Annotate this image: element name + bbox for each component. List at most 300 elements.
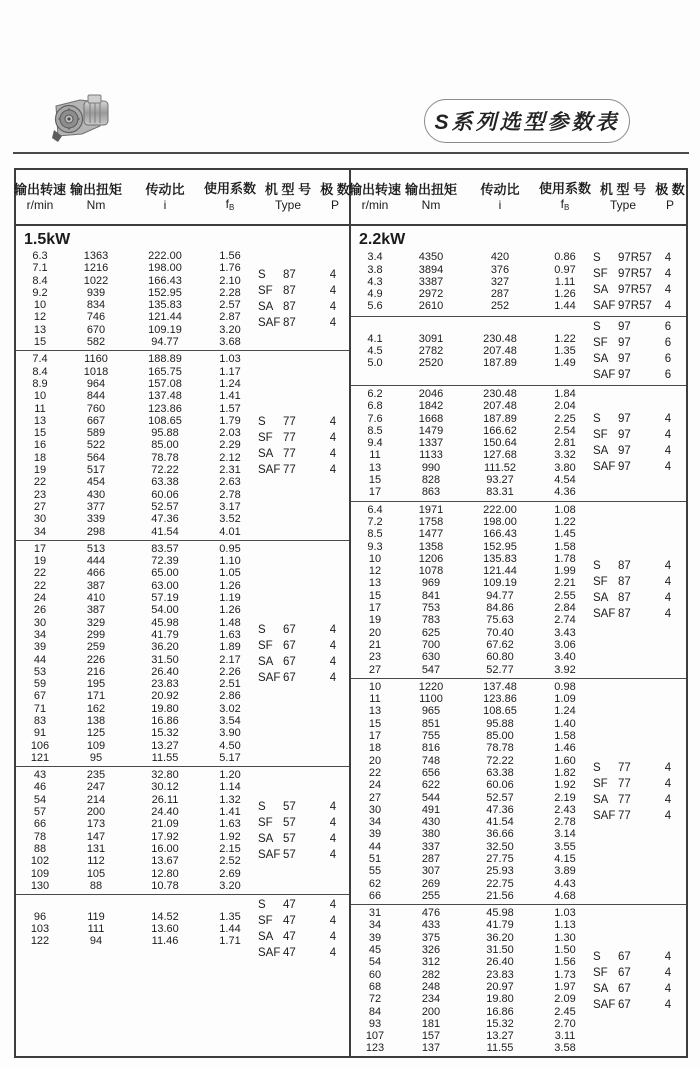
model-name <box>593 794 653 806</box>
output-speed-value: 8.4 <box>32 365 48 378</box>
service-factor-value: 1.10 <box>219 555 241 568</box>
model-name <box>258 817 318 829</box>
service-factor-value: 4.36 <box>554 486 576 499</box>
output-torque-value: 1363 <box>83 250 109 262</box>
output-torque-value: 248 <box>421 980 441 993</box>
service-factor-value: 3.11 <box>554 1030 576 1043</box>
output-speed-value: 66 <box>33 818 47 831</box>
output-speed-value: 17 <box>368 730 382 743</box>
ratio-value: 84.86 <box>486 602 514 615</box>
ratio-value: 26.11 <box>151 793 179 806</box>
model-size: 77 <box>618 761 631 774</box>
service-factor-value: 1.49 <box>554 357 576 370</box>
col-header-output-torque: 输出扭矩 Nm <box>404 182 457 212</box>
model-size: 97 <box>618 429 631 442</box>
power-rating-label: 1.5kW <box>24 231 71 248</box>
ratio-value: 108.65 <box>148 414 182 427</box>
model-row <box>258 315 349 331</box>
model-size: 97 <box>618 413 631 426</box>
col-header-poles: 极 数 P <box>655 182 685 212</box>
ratio-value: 14.52 <box>151 910 179 923</box>
ratio-value: 187.89 <box>483 412 517 425</box>
output-speed-value: 12 <box>368 565 382 578</box>
ratio-value: 287 <box>490 288 510 301</box>
output-speed-value: 15 <box>33 427 47 440</box>
output-torque-value: 513 <box>86 542 106 555</box>
model-size: 97 <box>618 369 631 381</box>
output-speed-value: 83 <box>33 714 47 727</box>
output-speed-value: 30 <box>368 803 382 816</box>
output-torque-value: 755 <box>421 730 441 743</box>
model-list <box>593 558 686 622</box>
model-name <box>258 317 318 329</box>
output-speed-value: 13 <box>33 414 47 427</box>
ratio-value: 63.38 <box>151 476 179 489</box>
output-torque-value: 433 <box>421 919 441 932</box>
model-name <box>593 999 653 1011</box>
output-speed-value: 46 <box>33 781 47 794</box>
ratio-value: 36.20 <box>151 641 179 654</box>
ratio-value: 45.98 <box>151 616 179 629</box>
model-row <box>593 949 686 965</box>
ratio-value: 25.93 <box>486 865 514 878</box>
service-factor-value: 3.40 <box>554 651 576 664</box>
model-row <box>258 670 349 686</box>
output-torque-value: 625 <box>421 626 441 639</box>
col-header-model: 机 型 号 Type <box>264 182 312 212</box>
output-torque-value: 162 <box>86 702 106 715</box>
output-torque-value: 582 <box>86 336 106 349</box>
output-speed-value: 6.2 <box>367 388 383 400</box>
model-prefix: SA <box>258 655 274 668</box>
output-speed-value: 88 <box>33 842 47 855</box>
ratio-value: 135.83 <box>148 299 182 312</box>
ratio-value: 26.40 <box>151 665 179 678</box>
output-speed-value: 6.8 <box>367 400 383 413</box>
ratio-value: 52.57 <box>151 500 179 513</box>
ratio-value: 72.22 <box>151 464 179 477</box>
model-name <box>593 762 653 774</box>
ratio-value: 32.50 <box>486 840 514 853</box>
parameter-block <box>351 385 686 501</box>
output-speed-value: 18 <box>368 742 382 755</box>
ratio-value: 222.00 <box>148 250 182 262</box>
model-name <box>593 413 653 425</box>
output-speed-value: 22 <box>33 579 47 592</box>
model-size: 97 <box>618 353 631 365</box>
ratio-value: 127.68 <box>483 449 517 462</box>
service-factor-value: 2.51 <box>219 678 241 691</box>
ratio-value: 36.66 <box>486 828 514 841</box>
output-speed-value: 5.6 <box>367 300 383 313</box>
model-row <box>593 282 686 298</box>
output-speed-value: 84 <box>368 1005 382 1018</box>
ratio-value: 111.52 <box>483 461 516 474</box>
service-factor-value: 2.04 <box>554 400 576 413</box>
output-torque-value: 841 <box>421 589 441 602</box>
model-name <box>258 301 318 313</box>
output-speed-value: 30 <box>33 513 47 526</box>
ratio-value: 137.48 <box>148 390 182 403</box>
ratio-value: 135.83 <box>483 552 517 565</box>
model-list <box>593 250 686 314</box>
model-row <box>258 897 349 913</box>
ratio-value: 16.86 <box>486 1005 514 1018</box>
service-factor-value: 1.22 <box>554 332 576 345</box>
output-speed-value: 107 <box>365 1030 385 1043</box>
model-prefix: S <box>258 269 266 282</box>
output-torque-value: 329 <box>86 616 106 629</box>
pole-count: 4 <box>664 793 672 806</box>
ratio-value: 60.80 <box>486 651 514 664</box>
output-torque-value: 235 <box>86 769 106 782</box>
parameter-block <box>351 316 686 385</box>
output-torque-value: 544 <box>421 791 441 804</box>
output-torque-value: 387 <box>86 579 106 592</box>
model-size: 97 <box>618 321 631 333</box>
pole-count: 4 <box>664 777 672 790</box>
service-factor-value: 1.79 <box>219 414 241 427</box>
ratio-value: 75.63 <box>486 614 514 627</box>
output-speed-value: 15 <box>368 589 382 602</box>
service-factor-value: 1.78 <box>554 552 576 565</box>
service-factor-value: 2.31 <box>219 464 241 477</box>
service-factor-value: 2.12 <box>219 451 241 464</box>
model-name <box>593 560 653 572</box>
output-speed-value: 9.2 <box>32 286 48 299</box>
output-speed-value: 16 <box>33 439 47 452</box>
service-factor-value: 1.57 <box>219 402 241 415</box>
model-size: 97 <box>618 445 631 458</box>
parameter-block <box>16 350 349 539</box>
model-row <box>593 981 686 997</box>
pole-count: 4 <box>329 915 337 928</box>
output-speed-value: 8.4 <box>32 274 48 287</box>
ratio-value: 36.20 <box>486 931 514 944</box>
model-prefix: SAF <box>258 463 281 476</box>
service-factor-value: 1.89 <box>219 641 241 654</box>
pole-count: 6 <box>664 321 672 333</box>
model-name <box>593 967 653 979</box>
output-torque-value: 112 <box>87 855 105 868</box>
output-speed-value: 123 <box>365 1042 385 1055</box>
model-size: 97R57 <box>618 284 652 296</box>
pole-count: 4 <box>664 300 672 312</box>
col-header-model: 机 型 号 Type <box>599 182 647 212</box>
model-prefix: SA <box>593 982 609 995</box>
pole-count: 4 <box>664 461 672 474</box>
model-row <box>593 808 686 824</box>
pole-count: 4 <box>664 966 672 979</box>
service-factor-value: 3.92 <box>554 663 576 676</box>
service-factor-value: 3.20 <box>219 879 241 892</box>
ratio-value: 72.39 <box>151 555 179 568</box>
model-prefix: SA <box>593 591 609 604</box>
model-size: 87 <box>283 269 296 282</box>
output-torque-value: 1160 <box>84 353 108 366</box>
model-row <box>258 815 349 831</box>
model-name <box>593 778 653 790</box>
pole-count: 4 <box>664 445 672 458</box>
output-speed-value: 44 <box>368 840 382 853</box>
section-body-2-2kw <box>351 226 686 1056</box>
model-row <box>258 654 349 670</box>
model-list <box>593 411 686 475</box>
ratio-value: 21.56 <box>486 889 514 902</box>
model-list <box>593 760 686 824</box>
ratio-value: 13.60 <box>151 922 179 935</box>
model-prefix: S <box>258 623 266 636</box>
pole-count: 4 <box>664 252 672 264</box>
model-prefix: SF <box>593 575 608 588</box>
ratio-value: 31.50 <box>486 944 514 957</box>
col-header-ratio: 传动比 i <box>480 182 520 212</box>
service-factor-value: 3.52 <box>219 513 241 526</box>
parameter-block <box>351 501 686 678</box>
model-prefix: SF <box>258 915 273 928</box>
output-torque-value: 226 <box>86 653 106 666</box>
pole-count: 4 <box>329 816 337 829</box>
column-header-row <box>351 170 686 226</box>
model-size: 87 <box>618 607 631 620</box>
output-torque-value: 3894 <box>418 263 444 276</box>
model-size: 67 <box>283 671 296 684</box>
ratio-value: 65.00 <box>151 567 179 580</box>
model-size: 67 <box>618 982 631 995</box>
model-name <box>593 983 653 995</box>
ratio-value: 41.79 <box>486 919 514 932</box>
model-name <box>593 608 653 620</box>
output-speed-value: 39 <box>33 641 47 654</box>
col-header-output-speed: 输出转速 r/min <box>349 182 402 212</box>
model-row <box>593 298 686 314</box>
service-factor-value: 2.28 <box>219 286 241 299</box>
model-row <box>593 997 686 1013</box>
output-speed-value: 12 <box>33 311 47 324</box>
model-prefix: S <box>593 761 601 774</box>
pole-count: 4 <box>329 655 337 668</box>
output-speed-value: 43 <box>33 769 47 782</box>
service-factor-value: 2.45 <box>554 1005 576 1018</box>
ratio-value: 85.00 <box>151 439 179 452</box>
output-torque-value: 564 <box>86 451 106 464</box>
output-speed-value: 55 <box>368 865 382 878</box>
parameter-block <box>16 540 349 766</box>
output-torque-value: 670 <box>86 323 106 336</box>
output-torque-value: 466 <box>86 567 106 580</box>
output-speed-value: 23 <box>368 651 382 664</box>
ratio-value: 41.54 <box>151 525 179 538</box>
output-torque-value: 2972 <box>418 288 444 301</box>
model-prefix: SF <box>593 337 608 349</box>
ratio-value: 52.77 <box>486 663 514 676</box>
ratio-value: 108.65 <box>483 705 517 718</box>
model-name <box>258 899 318 911</box>
service-factor-value: 2.10 <box>219 274 241 287</box>
ratio-value: 13.67 <box>151 855 179 868</box>
pole-count: 4 <box>329 899 337 912</box>
model-row <box>593 558 686 574</box>
model-size: 97R57 <box>618 268 652 280</box>
ratio-value: 41.54 <box>486 816 514 829</box>
pole-count: 4 <box>329 931 337 944</box>
model-prefix: SAF <box>593 300 616 312</box>
output-torque-value: 2610 <box>418 300 444 313</box>
value-grid <box>351 907 593 1055</box>
model-prefix: SA <box>593 445 609 458</box>
service-factor-value: 1.14 <box>219 781 241 794</box>
output-speed-value: 8.9 <box>32 377 48 390</box>
output-torque-value: 1842 <box>418 400 444 413</box>
model-row <box>258 267 349 283</box>
output-speed-value: 13 <box>33 323 47 336</box>
model-prefix: SF <box>258 816 273 829</box>
output-speed-value: 39 <box>368 828 382 841</box>
model-prefix: SA <box>258 447 274 460</box>
ratio-value: 152.95 <box>148 286 182 299</box>
model-name <box>593 337 653 349</box>
model-row <box>258 622 349 638</box>
service-factor-value: 2.86 <box>219 690 241 703</box>
output-torque-value: 965 <box>421 705 441 718</box>
model-row <box>258 299 349 315</box>
model-row <box>593 965 686 981</box>
parameter-block <box>351 904 686 1056</box>
ratio-value: 52.57 <box>486 791 514 804</box>
ratio-value: 327 <box>490 275 510 288</box>
ratio-value: 67.62 <box>486 638 514 651</box>
model-prefix: SAF <box>593 607 616 620</box>
ratio-value: 20.92 <box>151 690 179 703</box>
parameter-block <box>16 894 349 963</box>
model-size: 57 <box>283 800 296 813</box>
output-torque-value: 1971 <box>418 503 444 516</box>
model-size: 67 <box>283 655 296 668</box>
output-torque-value: 95 <box>89 751 103 764</box>
model-name <box>593 951 653 963</box>
model-prefix: SAF <box>593 998 616 1011</box>
pole-count: 6 <box>664 369 672 381</box>
output-torque-value: 1220 <box>418 680 444 693</box>
model-size: 87 <box>283 317 296 330</box>
output-speed-value: 13 <box>368 705 382 718</box>
ratio-value: 11.55 <box>486 1042 514 1055</box>
service-factor-value: 1.71 <box>219 935 241 948</box>
gearmotor-photo-icon <box>46 92 116 146</box>
output-speed-value: 27 <box>368 791 382 804</box>
output-speed-value: 60 <box>368 968 382 981</box>
service-factor-value: 1.45 <box>554 528 576 541</box>
output-torque-value: 131 <box>86 842 106 855</box>
ratio-value: 21.09 <box>151 818 179 831</box>
ratio-value: 165.75 <box>148 365 182 378</box>
model-name <box>258 432 318 444</box>
model-size: 67 <box>283 623 296 636</box>
service-factor-value: 1.92 <box>554 779 576 792</box>
ratio-value: 166.62 <box>483 424 517 437</box>
ratio-value: 54.00 <box>151 604 179 617</box>
service-factor-value: 1.60 <box>554 754 576 767</box>
service-factor-value: 3.89 <box>554 865 576 878</box>
col-header-ratio: 传动比 i <box>145 182 185 212</box>
power-rating-label: 2.2kW <box>359 231 406 248</box>
output-torque-value: 119 <box>87 910 105 923</box>
ratio-value: 10.78 <box>151 879 179 892</box>
output-torque-value: 630 <box>421 651 441 664</box>
table-half-2-2kw <box>351 170 686 1056</box>
output-torque-value: 299 <box>86 628 106 641</box>
service-factor-value: 5.17 <box>219 751 241 764</box>
output-speed-value: 67 <box>33 690 47 703</box>
service-factor-value: 1.56 <box>554 956 576 969</box>
output-torque-value: 4350 <box>418 251 444 264</box>
ratio-value: 157.08 <box>148 377 182 390</box>
output-torque-value: 1206 <box>418 552 444 565</box>
output-speed-value: 19 <box>368 614 382 627</box>
model-name <box>258 931 318 943</box>
output-torque-value: 147 <box>86 830 106 843</box>
pole-count: 4 <box>329 671 337 684</box>
page-title <box>424 99 630 143</box>
ratio-value: 94.77 <box>486 589 514 602</box>
model-prefix: S <box>258 899 266 912</box>
value-grid <box>16 769 258 892</box>
service-factor-value: 1.44 <box>554 300 576 313</box>
model-row <box>593 590 686 606</box>
model-name <box>258 285 318 297</box>
service-factor-value: 1.26 <box>219 579 241 592</box>
ratio-value: 187.89 <box>483 357 517 370</box>
model-prefix: SAF <box>593 461 616 474</box>
output-torque-value: 1216 <box>83 262 109 275</box>
ratio-value: 150.64 <box>483 437 517 450</box>
ratio-value: 15.32 <box>486 1017 514 1030</box>
model-row <box>593 250 686 266</box>
output-torque-value: 2782 <box>418 344 444 357</box>
service-factor-value: 4.50 <box>219 739 241 752</box>
ratio-value: 13.27 <box>151 739 179 752</box>
output-torque-value: 517 <box>86 464 106 477</box>
model-row <box>258 847 349 863</box>
model-row <box>258 831 349 847</box>
service-factor-value: 3.43 <box>554 626 576 639</box>
output-torque-value: 287 <box>421 852 441 865</box>
ratio-value: 85.00 <box>486 730 514 743</box>
output-torque-value: 939 <box>86 286 106 299</box>
output-speed-value: 24 <box>33 592 47 605</box>
model-prefix: SF <box>258 285 273 298</box>
ratio-value: 23.83 <box>486 968 514 981</box>
model-row <box>593 367 686 383</box>
output-speed-value: 44 <box>33 653 47 666</box>
service-factor-value: 1.63 <box>219 628 241 641</box>
output-speed-value: 96 <box>33 910 47 923</box>
output-speed-value: 122 <box>30 935 50 948</box>
output-speed-value: 4.3 <box>367 275 383 288</box>
page-title-text: S系列选型参数表 <box>434 111 620 134</box>
output-speed-value: 54 <box>368 956 382 969</box>
output-torque-value: 964 <box>86 377 106 390</box>
output-speed-value: 22 <box>368 766 382 779</box>
model-row <box>593 443 686 459</box>
output-speed-value: 15 <box>368 717 382 730</box>
output-speed-value: 11 <box>369 449 381 462</box>
output-speed-value: 8.5 <box>367 424 383 437</box>
output-torque-value: 1100 <box>419 693 443 706</box>
output-speed-value: 13 <box>368 577 382 590</box>
model-name <box>258 833 318 845</box>
model-name <box>593 268 653 280</box>
